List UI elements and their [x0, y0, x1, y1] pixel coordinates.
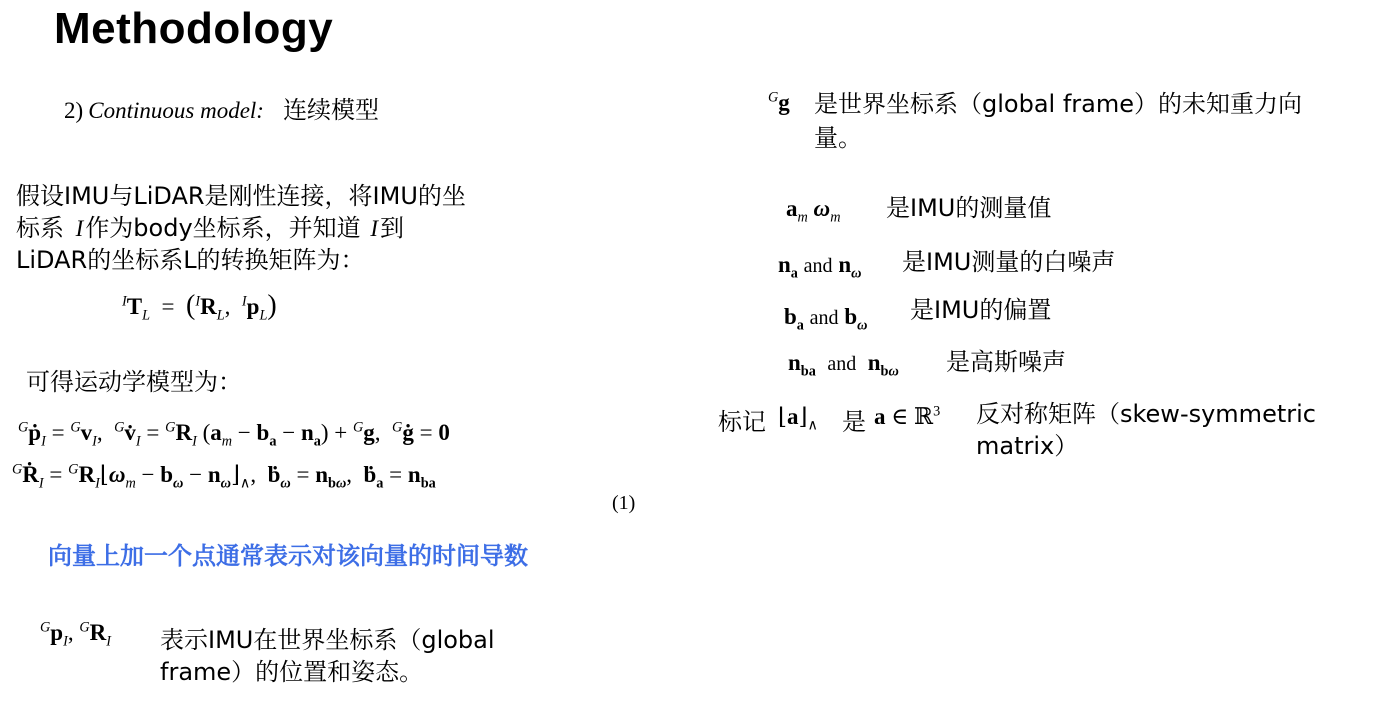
noise-desc: 是IMU测量的白噪声 [902, 248, 1116, 276]
assumption-line-1: 假设IMU与LiDAR是刚性连接，将IMU的坐 [16, 182, 466, 210]
measurement-symbols: $a_m$ $\omega_m$ [786, 196, 841, 226]
noise-symbols: $n_a$ and $n_\omega$ [778, 252, 862, 282]
gauss-desc: 是高斯噪声 [946, 348, 1066, 376]
assumption-line-2: 标系 I作为body坐标系，并知道 I到 [16, 214, 404, 242]
gauss-symbols: $n_{ba}$ and $n_{b\omega}$ [788, 350, 899, 380]
kinematic-equation-line-2: $^G$Ṙ$_I$ = $^GR_I⌊\omega_m - b_\omega$ − $n_\omega⌋_\wedge$, ḃ$_\omega$ = $n_{b\omega}$, ḃ$_a$ = $n_{ba}$ [12, 461, 436, 492]
section-name-cn: 连续模型 [283, 96, 380, 124]
section-name: Continuous model: [88, 98, 264, 123]
time-derivative-note: 向量上加一个点通常表示对该向量的时间导数 [48, 542, 528, 570]
equation-number: (1) [612, 492, 636, 514]
measurement-desc: 是IMU的测量值 [886, 194, 1052, 222]
section-number: 2) [64, 98, 84, 123]
bias-symbols: $b_a$ and $b_\omega$ [784, 304, 868, 334]
kinematics-intro: 可得运动学模型为： [26, 368, 242, 396]
transform-equation: $^IT_L = (^IR_L$, $^Ip_L$) [122, 290, 277, 324]
section-heading [64, 94, 379, 126]
skew-desc-line-2: matrix） [976, 432, 1079, 460]
slide-title: Methodology [54, 4, 334, 53]
gravity-desc-line-1: 是世界坐标系（global frame）的未知重力向 [814, 90, 1302, 118]
gravity-desc-line-2: 量。 [814, 124, 862, 152]
gravity-symbol: $^G$g [768, 89, 790, 115]
pose-desc-line-1: 表示IMU在世界坐标系（global [160, 626, 495, 654]
assumption-line-3: LiDAR的坐标系L的转换矩阵为： [16, 246, 365, 274]
skew-is: 是 [842, 408, 866, 436]
pose-symbols: $^Gp_I$, $^GR_I$ [40, 619, 112, 650]
skew-prefix: 标记 [718, 408, 766, 436]
bias-desc: 是IMU的偏置 [910, 296, 1052, 324]
kinematic-equation-line-1: $^G$ṗ$_I$ = $^Gv_I$, $^Gv̇_I = ^GR_I$ $(a_m - b_a - n_a) + ^Gg$, $^G$ġ = 0 [18, 419, 450, 450]
skew-domain: a ∈ ℝ$^3$ [874, 403, 941, 429]
pose-desc-line-2: frame）的位置和姿态。 [160, 658, 424, 686]
skew-desc-line-1: 反对称矩阵（skew-symmetric [976, 400, 1316, 428]
skew-symbol: $⌊a⌋_\wedge$ [778, 404, 818, 434]
